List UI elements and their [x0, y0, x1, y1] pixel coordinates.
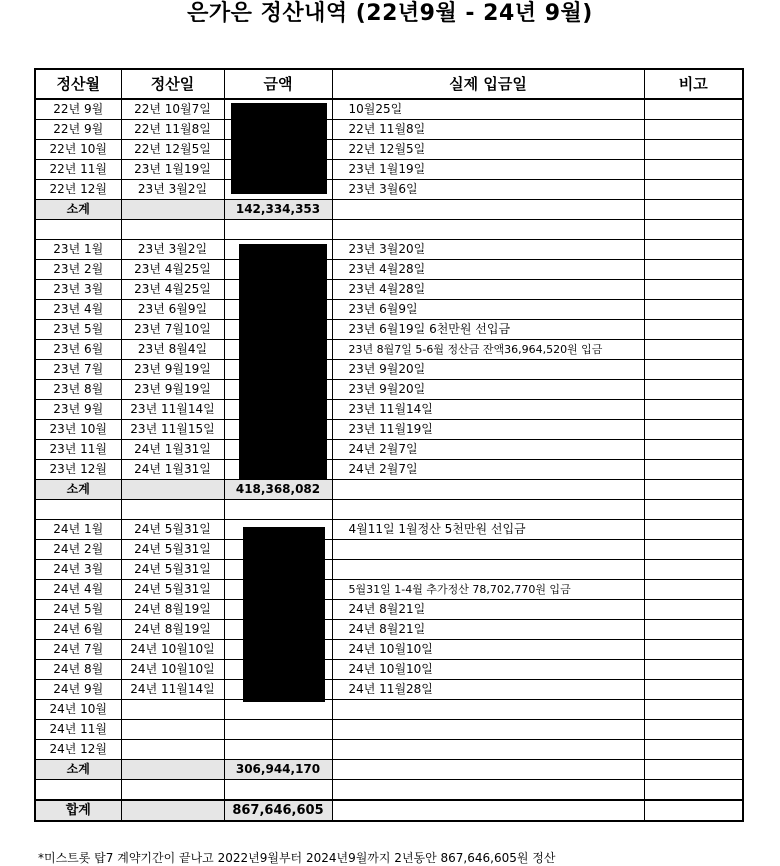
header-amount: 금액: [224, 69, 332, 99]
cell-date: 23년 9월19일: [121, 360, 224, 380]
cell-amount: [224, 700, 332, 720]
cell-note: [644, 740, 743, 760]
cell-month: 24년 3월: [35, 560, 121, 580]
blank-cell: [121, 780, 224, 800]
subtotal-note-cell: [644, 480, 743, 500]
cell-note: [644, 520, 743, 540]
cell-note: [644, 420, 743, 440]
cell-date: 24년 5월31일: [121, 580, 224, 600]
cell-date: 23년 3월2일: [121, 180, 224, 200]
table-row: [35, 580, 743, 600]
cell-note: [644, 260, 743, 280]
cell-deposit: 23년 6월9일: [332, 300, 644, 320]
cell-note: [644, 99, 743, 120]
cell-deposit: 24년 10월10일: [332, 660, 644, 680]
cell-date: 24년 8월19일: [121, 620, 224, 640]
blank-cell: [332, 220, 644, 240]
subtotal-date-cell: [121, 480, 224, 500]
table-body: [35, 99, 743, 821]
table-row: [35, 560, 743, 580]
cell-note: [644, 540, 743, 560]
blank-row: [35, 220, 743, 240]
cell-month: 22년 9월: [35, 99, 121, 120]
header-deposit: 실제 입금일: [332, 69, 644, 99]
total-note-cell: [644, 800, 743, 821]
footer-note: *미스트롯 탑7 계약기간이 끝나고 2022년9월부터 2024년9월까지 2년동안 867,646,605원 정산: [38, 851, 556, 865]
header-date: 정산일: [121, 69, 224, 99]
cell-month: 24년 4월: [35, 580, 121, 600]
cell-note: [644, 600, 743, 620]
cell-deposit: 24년 10월10일: [332, 640, 644, 660]
cell-deposit: [332, 720, 644, 740]
cell-month: 23년 11월: [35, 440, 121, 460]
header-month: 정산월: [35, 69, 121, 99]
blank-cell: [224, 780, 332, 800]
cell-deposit: 23년 11월14일: [332, 400, 644, 420]
cell-note: [644, 140, 743, 160]
subtotal-amount: 306,944,170: [224, 760, 332, 780]
cell-amount: [224, 740, 332, 760]
cell-month: 24년 1월: [35, 520, 121, 540]
cell-deposit: 23년 3월6일: [332, 180, 644, 200]
blank-cell: [121, 220, 224, 240]
cell-month: 23년 6월: [35, 340, 121, 360]
cell-month: 24년 5월: [35, 600, 121, 620]
cell-date: 24년 5월31일: [121, 520, 224, 540]
table-row: [35, 520, 743, 540]
cell-note: [644, 180, 743, 200]
cell-deposit: 24년 2월7일: [332, 440, 644, 460]
total-amount: 867,646,605: [224, 800, 332, 821]
table-row: [35, 460, 743, 480]
cell-month: 23년 7월: [35, 360, 121, 380]
cell-date: 23년 11월14일: [121, 400, 224, 420]
cell-note: [644, 380, 743, 400]
cell-deposit: 22년 12월5일: [332, 140, 644, 160]
cell-note: [644, 660, 743, 680]
cell-month: 23년 3월: [35, 280, 121, 300]
cell-month: 22년 11월: [35, 160, 121, 180]
blank-cell: [121, 500, 224, 520]
cell-date: 23년 7월10일: [121, 320, 224, 340]
blank-row: [35, 500, 743, 520]
cell-date: 23년 4월25일: [121, 260, 224, 280]
table-row: [35, 380, 743, 400]
subtotal-row: [35, 200, 743, 220]
subtotal-amount: 142,334,353: [224, 200, 332, 220]
cell-note: [644, 280, 743, 300]
table-row: [35, 340, 743, 360]
table-row: [35, 320, 743, 340]
cell-deposit: 24년 11월28일: [332, 680, 644, 700]
cell-month: 24년 12월: [35, 740, 121, 760]
header-row: [35, 69, 743, 99]
cell-month: 24년 7월: [35, 640, 121, 660]
subtotal-date-cell: [121, 760, 224, 780]
table-row: [35, 620, 743, 640]
table-row: [35, 99, 743, 120]
cell-deposit: [332, 560, 644, 580]
table-row: [35, 720, 743, 740]
cell-note: [644, 120, 743, 140]
cell-deposit: 23년 1월19일: [332, 160, 644, 180]
total-row: [35, 800, 743, 821]
cell-deposit: 24년 8월21일: [332, 600, 644, 620]
blank-cell: [35, 220, 121, 240]
redaction-block-3: [243, 527, 325, 702]
table-row: [35, 360, 743, 380]
blank-cell: [644, 780, 743, 800]
cell-date: [121, 700, 224, 720]
blank-cell: [332, 780, 644, 800]
cell-month: 24년 6월: [35, 620, 121, 640]
cell-note: [644, 440, 743, 460]
cell-note: [644, 300, 743, 320]
cell-date: 23년 1월19일: [121, 160, 224, 180]
cell-month: 24년 10월: [35, 700, 121, 720]
cell-date: 24년 1월31일: [121, 460, 224, 480]
blank-cell: [224, 500, 332, 520]
subtotal-note-cell: [644, 760, 743, 780]
cell-note: [644, 460, 743, 480]
cell-month: 23년 2월: [35, 260, 121, 280]
cell-month: 23년 5월: [35, 320, 121, 340]
blank-cell: [224, 220, 332, 240]
cell-note: [644, 640, 743, 660]
blank-cell: [35, 500, 121, 520]
cell-note: [644, 340, 743, 360]
table-row: [35, 740, 743, 760]
cell-date: 24년 8월19일: [121, 600, 224, 620]
table-row: [35, 660, 743, 680]
table-row: [35, 140, 743, 160]
cell-month: 22년 9월: [35, 120, 121, 140]
cell-note: [644, 680, 743, 700]
blank-cell: [644, 220, 743, 240]
cell-date: 23년 6월9일: [121, 300, 224, 320]
cell-month: 23년 8월: [35, 380, 121, 400]
cell-note: [644, 720, 743, 740]
cell-date: 24년 10월10일: [121, 660, 224, 680]
table-row: [35, 540, 743, 560]
cell-date: 23년 9월19일: [121, 380, 224, 400]
table-row: [35, 120, 743, 140]
cell-deposit: 23년 9월20일: [332, 380, 644, 400]
cell-month: 23년 10월: [35, 420, 121, 440]
cell-deposit: 4월11일 1월정산 5천만원 선입금: [332, 520, 644, 540]
cell-note: [644, 560, 743, 580]
cell-deposit: 23년 4월28일: [332, 280, 644, 300]
cell-month: 22년 12월: [35, 180, 121, 200]
cell-month: 24년 11월: [35, 720, 121, 740]
cell-deposit: 5월31일 1-4월 추가정산 78,702,770원 입금: [332, 580, 644, 600]
cell-note: [644, 400, 743, 420]
subtotal-deposit-cell: [332, 760, 644, 780]
blank-row: [35, 780, 743, 800]
cell-note: [644, 320, 743, 340]
page-title: 은가은 정산내역 (22년9월 - 24년 9월): [187, 1, 593, 26]
cell-deposit: 24년 8월21일: [332, 620, 644, 640]
cell-month: 23년 12월: [35, 460, 121, 480]
table-row: [35, 680, 743, 700]
cell-month: 22년 10월: [35, 140, 121, 160]
cell-date: 23년 11월15일: [121, 420, 224, 440]
cell-note: [644, 160, 743, 180]
cell-date: 23년 4월25일: [121, 280, 224, 300]
subtotal-deposit-cell: [332, 200, 644, 220]
cell-deposit: [332, 700, 644, 720]
total-date-cell: [121, 800, 224, 821]
table-row: [35, 280, 743, 300]
cell-note: [644, 700, 743, 720]
cell-date: 22년 10월7일: [121, 99, 224, 120]
table-row: [35, 400, 743, 420]
cell-note: [644, 620, 743, 640]
subtotal-label: 소계: [35, 760, 121, 780]
cell-month: 23년 1월: [35, 240, 121, 260]
subtotal-row: [35, 480, 743, 500]
settlement-table: [34, 68, 744, 822]
cell-deposit: 24년 2월7일: [332, 460, 644, 480]
cell-date: 24년 5월31일: [121, 540, 224, 560]
subtotal-date-cell: [121, 200, 224, 220]
total-label: 합계: [35, 800, 121, 821]
cell-date: [121, 720, 224, 740]
table-row: [35, 160, 743, 180]
subtotal-row: [35, 760, 743, 780]
cell-date: 24년 10월10일: [121, 640, 224, 660]
cell-date: 22년 11월8일: [121, 120, 224, 140]
cell-deposit: 23년 11월19일: [332, 420, 644, 440]
cell-month: 23년 9월: [35, 400, 121, 420]
cell-date: 23년 3월2일: [121, 240, 224, 260]
table-row: [35, 640, 743, 660]
table-row: [35, 240, 743, 260]
table-row: [35, 700, 743, 720]
table-row: [35, 420, 743, 440]
cell-date: 24년 5월31일: [121, 560, 224, 580]
cell-date: 24년 11월14일: [121, 680, 224, 700]
cell-deposit: 23년 4월28일: [332, 260, 644, 280]
cell-note: [644, 580, 743, 600]
cell-date: 23년 8월4일: [121, 340, 224, 360]
cell-date: [121, 740, 224, 760]
cell-deposit: 10월25일: [332, 99, 644, 120]
redaction-block-1: [231, 103, 327, 194]
table-row: [35, 180, 743, 200]
cell-deposit: 23년 8월7일 5-6월 정산금 잔액36,964,520원 입금: [332, 340, 644, 360]
table-row: [35, 260, 743, 280]
blank-cell: [644, 500, 743, 520]
cell-deposit: [332, 540, 644, 560]
header-note: 비고: [644, 69, 743, 99]
subtotal-amount: 418,368,082: [224, 480, 332, 500]
cell-deposit: 22년 11월8일: [332, 120, 644, 140]
blank-cell: [35, 780, 121, 800]
cell-deposit: 23년 6월19일 6천만원 선입금: [332, 320, 644, 340]
redaction-block-2: [239, 244, 327, 479]
cell-month: 24년 2월: [35, 540, 121, 560]
subtotal-deposit-cell: [332, 480, 644, 500]
table-row: [35, 440, 743, 460]
subtotal-note-cell: [644, 200, 743, 220]
cell-deposit: 23년 3월20일: [332, 240, 644, 260]
total-deposit-cell: [332, 800, 644, 821]
cell-month: 24년 9월: [35, 680, 121, 700]
cell-deposit: 23년 9월20일: [332, 360, 644, 380]
cell-date: 22년 12월5일: [121, 140, 224, 160]
table-row: [35, 300, 743, 320]
subtotal-label: 소계: [35, 480, 121, 500]
table-row: [35, 600, 743, 620]
cell-date: 24년 1월31일: [121, 440, 224, 460]
cell-amount: [224, 720, 332, 740]
cell-note: [644, 360, 743, 380]
cell-month: 24년 8월: [35, 660, 121, 680]
blank-cell: [332, 500, 644, 520]
cell-note: [644, 240, 743, 260]
cell-month: 23년 4월: [35, 300, 121, 320]
subtotal-label: 소계: [35, 200, 121, 220]
cell-deposit: [332, 740, 644, 760]
